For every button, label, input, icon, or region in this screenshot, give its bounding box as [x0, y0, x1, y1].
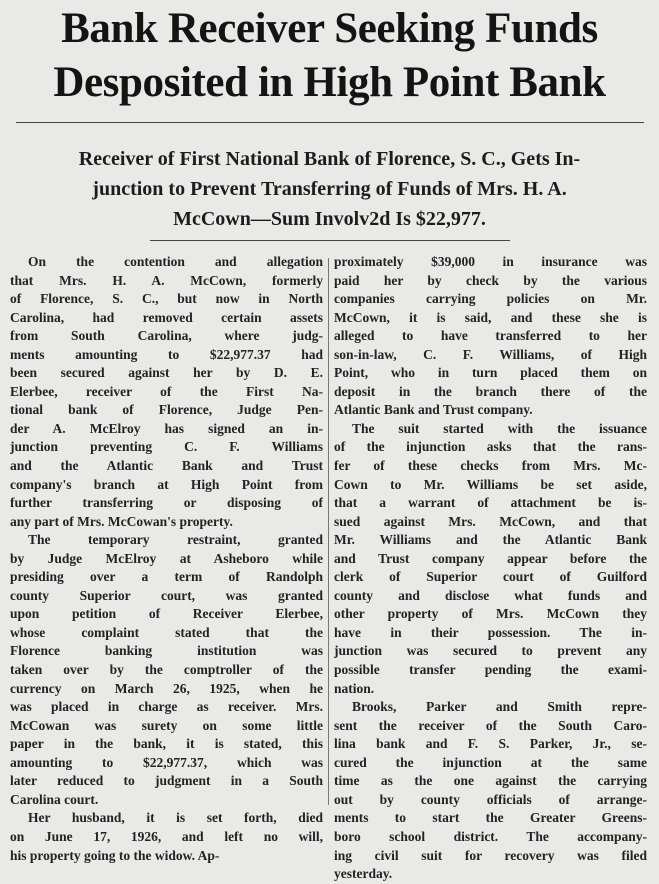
article-line: deposit in the branch there of the: [334, 383, 647, 399]
article-line: presiding over a term of Randolph: [10, 569, 323, 585]
article-line: The temporary restraint, granted: [28, 532, 323, 548]
article-column-right: [334, 253, 647, 884]
article-line: companies carrying policies on Mr.: [334, 291, 647, 307]
article-line: sent the receiver of the South Caro-: [334, 717, 647, 733]
article-line: junction preventing C. F. Williams: [10, 439, 323, 455]
article-line: his property going to the widow. Ap-: [10, 847, 220, 863]
deck-rule: [150, 240, 510, 241]
article-line: Brooks, Parker and Smith repre-: [352, 699, 647, 715]
article-line: alleged to have transferred to her: [334, 328, 647, 344]
article-line: der A. McElroy has signed an in-: [10, 420, 323, 436]
article-line: further transferring or disposing of: [10, 495, 323, 511]
article-line: was placed in charge as receiver. Mrs.: [10, 699, 323, 715]
article-line: by Judge McElroy at Asheboro while: [10, 550, 323, 566]
article-line: currency on March 26, 1925, when he: [10, 680, 323, 696]
article-line: and Trust company appear before the: [334, 550, 647, 566]
article-line: junction was secured to prevent any: [334, 643, 647, 659]
headline: [0, 0, 659, 110]
article-line: Her husband, it is set forth, died: [28, 810, 323, 826]
article-line: county and disclose what funds and: [334, 587, 647, 603]
article-line: Mr. Williams and the Atlantic Bank: [334, 532, 647, 548]
article-line: Carolina, had removed certain assets: [10, 309, 323, 325]
article-line: Cown to Mr. Williams be set aside,: [334, 476, 647, 492]
article-line: Carolina court.: [10, 791, 99, 807]
article-line: cured the injunction at the same: [334, 754, 647, 770]
article-line: On the contention and allegation: [28, 254, 323, 269]
article-line: clerk of Superior court of Guilford: [334, 569, 647, 585]
deck-line-1: Receiver of First National Bank of Florence, S. C., Gets In-: [78, 148, 581, 170]
article-line: that a warrant of attachment be is-: [334, 495, 647, 511]
article-line: from South Carolina, where judg-: [10, 328, 323, 344]
subheadline-deck: [0, 144, 659, 234]
headline-rule: [16, 122, 644, 123]
article-line: whose complaint stated that the: [10, 624, 323, 640]
article-line: been secured against her by D. E.: [10, 365, 323, 381]
article-line: of the injunction asks that the rans-: [334, 439, 647, 455]
article-line: county Superior court, was granted: [10, 587, 323, 603]
article-line: nation.: [334, 680, 375, 696]
column-divider: [328, 258, 329, 805]
article-line: other property of Mrs. McCown they: [334, 606, 647, 622]
deck-line-3: McCown—Sum Involv2d Is $22,977.: [173, 208, 486, 230]
article-line: lina bank and F. S. Parker, Jr., se-: [334, 736, 647, 752]
article-line: McCowan was surety on some little: [10, 717, 323, 733]
headline-line-1: Bank Receiver Seeking Funds: [61, 5, 598, 52]
article-line: boro school district. The accompany-: [334, 828, 647, 844]
article-line: Atlantic Bank and Trust company.: [334, 402, 533, 418]
article-line: Elerbee, receiver of the First Na-: [10, 383, 323, 399]
article-line: proximately $39,000 in insurance was: [334, 254, 647, 269]
article-line: upon petition of Receiver Elerbee,: [10, 606, 323, 622]
article-line: tional bank of Florence, Judge Pen-: [10, 402, 323, 418]
article-line: Point, who in turn placed them on: [334, 365, 647, 381]
article-line: of Florence, S. C., but now in North: [10, 291, 323, 307]
article-line: paid her by check by the various: [334, 272, 647, 288]
article-line: paper in the bank, it is stated, this: [10, 736, 323, 752]
article-line: yesterday.: [334, 866, 393, 882]
article-line: amounting to $22,977.37, which was: [10, 754, 323, 770]
article-line: on June 17, 1926, and left no will,: [10, 828, 323, 844]
article-line: son-in-law, C. F. Williams, of High: [334, 346, 647, 362]
article-line: ments amounting to $22,977.37 had: [10, 346, 323, 362]
article-line: later reduced to judgment in a South: [10, 773, 323, 789]
article-line: taken over by the comptroller of the: [10, 662, 323, 678]
article-line: ments to start the Greater Greens-: [334, 810, 647, 826]
article-line: sued against Mrs. McCown, and that: [334, 513, 647, 529]
headline-line-2: Desposited in High Point Bank: [53, 59, 606, 106]
article-line: McCown, it is said, and these she is: [334, 309, 647, 325]
article-line: and the Atlantic Bank and Trust: [10, 458, 323, 474]
article-line: any part of Mrs. McCowan's property.: [10, 513, 233, 529]
article-line: Florence banking institution was: [10, 643, 323, 659]
article-line: out by county officials of arrange-: [334, 791, 647, 807]
article-line: ing civil suit for recovery was filed: [334, 847, 647, 863]
article-column-left: [10, 253, 323, 865]
deck-line-2: junction to Prevent Transferring of Funds of Mrs. H. A.: [92, 178, 567, 200]
article-line: time as the one against the carrying: [334, 773, 647, 789]
article-line: fer of these checks from Mrs. Mc-: [334, 458, 647, 474]
article-line: company's branch at High Point from: [10, 476, 323, 492]
article-line: The suit started with the issuance: [352, 420, 647, 436]
article-line: possible transfer pending the exami-: [334, 662, 647, 678]
article-line: that Mrs. H. A. McCown, formerly: [10, 272, 323, 288]
article-line: have in their possession. The in-: [334, 624, 647, 640]
